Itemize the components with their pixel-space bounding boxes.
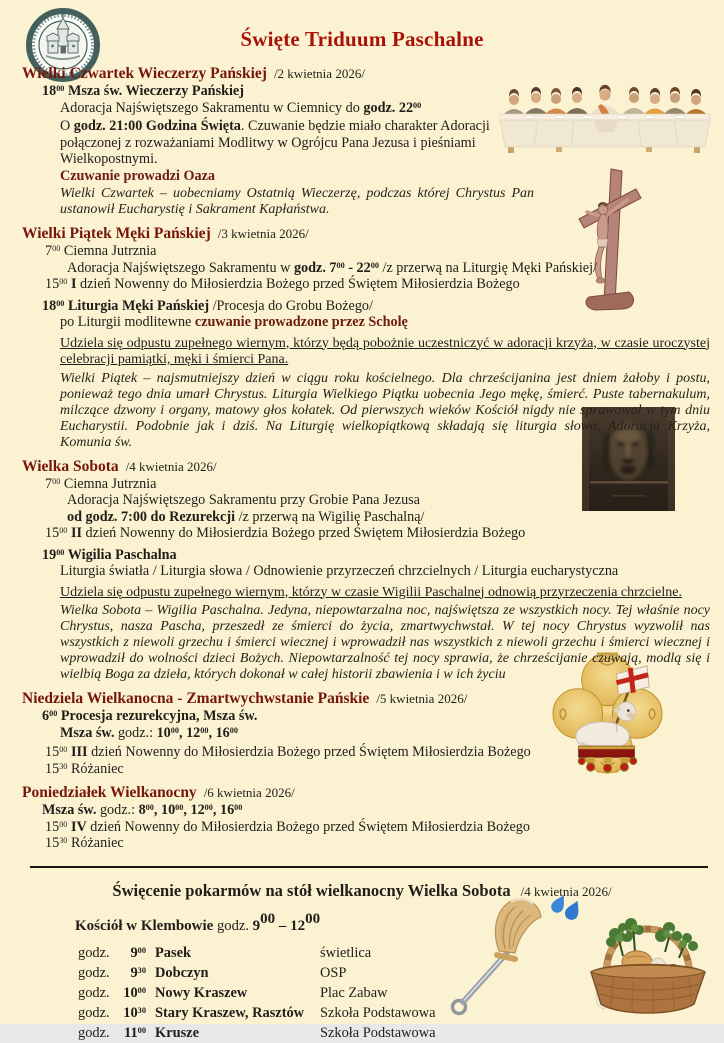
hour: 10 bbox=[123, 1004, 138, 1021]
text-segment: Msza św. Wieczerzy Pańskiej bbox=[64, 83, 244, 99]
text-segment: Adoracja Najświętszego Sakramentu w bbox=[67, 259, 294, 276]
text-segment: 00 bbox=[52, 476, 61, 486]
text-segment: 9 bbox=[252, 917, 261, 934]
text-segment: 00 bbox=[234, 803, 243, 813]
text-segment: , 12 bbox=[183, 802, 205, 818]
text-segment: 10 bbox=[156, 724, 171, 741]
time-prefix: godz. bbox=[78, 984, 110, 1001]
schedule-line bbox=[0, 260, 724, 277]
text-segment: 19 bbox=[42, 546, 57, 563]
text-segment: Msza św. bbox=[60, 724, 115, 741]
text-segment: Adoracja Najświętszego Sakramentu przy Grobie Pana Jezusa bbox=[67, 492, 420, 508]
schedule-line bbox=[0, 276, 724, 293]
blessing-row-left bbox=[78, 1003, 320, 1023]
paragraph bbox=[60, 371, 710, 451]
paragraph bbox=[60, 603, 710, 683]
blessing-row-left bbox=[78, 943, 320, 963]
schedule-line bbox=[0, 243, 724, 260]
blessing-time bbox=[116, 983, 146, 1003]
schedule-line bbox=[0, 725, 724, 742]
time-prefix: godz. bbox=[78, 1024, 110, 1041]
text-segment: Msza św. bbox=[42, 802, 97, 818]
text-segment: 00 bbox=[204, 803, 213, 813]
text-segment: 18 bbox=[42, 83, 57, 99]
text-segment: godz. bbox=[213, 917, 253, 934]
text-segment: Udziela się odpustu zupełnego wiernym, którzy będą pobożnie uczestniczyć w adoracji krzyża, w czasie uroczystej celebracji pamiątki, męki i śmierci Pana. bbox=[60, 335, 710, 367]
schedule-line bbox=[0, 118, 530, 168]
schedule-line bbox=[0, 547, 724, 564]
text-segment: Różaniec bbox=[67, 835, 124, 851]
time-prefix: godz. bbox=[78, 964, 110, 981]
text-segment: czuwanie prowadzone przez Scholę bbox=[194, 314, 408, 330]
text-segment: 15 bbox=[45, 525, 60, 541]
blessing-row bbox=[78, 963, 724, 983]
blessing-row bbox=[78, 943, 724, 963]
paragraph bbox=[60, 186, 534, 218]
text-segment: 7 bbox=[45, 243, 53, 259]
blessing-time bbox=[116, 1023, 146, 1043]
schedule-line bbox=[0, 298, 724, 315]
hour: 11 bbox=[124, 1024, 138, 1041]
text-segment: godz.: bbox=[96, 802, 139, 818]
venue-name: Szkoła Podstawowa bbox=[320, 1004, 436, 1021]
schedule-line bbox=[0, 314, 724, 331]
section-heading bbox=[0, 784, 724, 802]
section-date: /6 kwietnia 2026/ bbox=[203, 785, 295, 800]
text-segment: godz.: bbox=[114, 724, 157, 741]
venue-name: świetlica bbox=[320, 944, 372, 961]
text-segment: 00 bbox=[175, 803, 184, 813]
text-segment: 00 bbox=[170, 725, 179, 735]
section-heading bbox=[0, 65, 724, 83]
text-segment: 00 bbox=[200, 725, 209, 735]
paragraph bbox=[60, 585, 710, 602]
text-segment: Czuwanie prowadzi Oaza bbox=[60, 167, 216, 184]
text-segment: 15 bbox=[45, 818, 60, 835]
text-segment: godz. 7 bbox=[293, 259, 337, 276]
text-segment: I bbox=[70, 276, 77, 292]
text-segment: 00 bbox=[59, 277, 68, 287]
text-segment: 7 bbox=[45, 475, 53, 492]
text-segment: Wigilia Paschalna bbox=[64, 546, 177, 563]
section-date: /4 kwietnia 2026/ bbox=[125, 458, 217, 474]
text-segment: Wielka Sobota – Wigilia Paschalna. Jedyna, niepowtarzalna noc, najświętsza ze wszystkich nocy. Tej właśnie nocy Chrystus, nasza Pascha, przeszedł ze śmierci do życia, zmartwychwstał. W tej nocy Chrystus wyzwolił nas wszystkich z niewoli grzechu i śmierci wiecznej i wprowadził nas wszystkich z niewoli grzechu i śmierci wiecznej i wprowadził do wolności dzieci Bożych. Niepowtarzalność tej nocy sprawia, że chrześcijanie czuwają, modlą się i wielbią Boga za dzieła, których dokonał w całej historii zbawienia i w ich życiu bbox=[60, 603, 710, 682]
hour: 9 bbox=[130, 964, 138, 981]
text-segment: 00 bbox=[413, 100, 422, 110]
village-name: Stary Kraszew, Rasztów bbox=[155, 1004, 305, 1021]
section-title: Poniedziałek Wielkanocny bbox=[22, 784, 197, 801]
text-segment: Adoracja Najświętszego Sakramentu w Ciemnicy do bbox=[60, 99, 364, 116]
schedule-line bbox=[0, 168, 724, 185]
text-segment: po Liturgii modlitewne bbox=[60, 314, 195, 330]
minutes: 00 bbox=[137, 985, 146, 995]
blessing-row bbox=[78, 1003, 724, 1023]
text-segment: Ciemna Jutrznia bbox=[60, 243, 157, 259]
text-segment: 00 bbox=[56, 298, 65, 308]
blessing-section bbox=[0, 880, 724, 1043]
minutes: 00 bbox=[137, 945, 146, 955]
blessing-time bbox=[116, 963, 146, 983]
schedule-line bbox=[0, 525, 724, 542]
text-segment: 8 bbox=[138, 802, 146, 818]
text-segment: . Czuwanie będzie miało charakter Adoracji połączonej z rozważaniami Modlitwy w Ogrójcu Pana Jezusa i pieśniami Wielkopostnymi. bbox=[60, 118, 490, 167]
blessing-row-left bbox=[78, 963, 320, 983]
text-segment: 15 bbox=[45, 744, 60, 760]
sections bbox=[0, 65, 724, 852]
section-date: /3 kwietnia 2026/ bbox=[217, 226, 309, 241]
venue-name: Szkoła Podstawowa bbox=[320, 1024, 436, 1041]
text-segment: 6 bbox=[42, 708, 50, 724]
blessing-rows bbox=[78, 943, 724, 1043]
blessing-row-left bbox=[78, 983, 320, 1003]
schedule-line bbox=[0, 761, 724, 778]
text-segment: dzień Nowenny do Miłosierdzia Bożego przed Świętem Miłosierdzia Bożego bbox=[87, 744, 531, 760]
village-name: Dobczyn bbox=[155, 964, 209, 981]
text-segment: Wielki Piątek – najsmutniejszy dzień w ciągu roku kościelnego. Dla chrześcijanina jest dniem żałoby i postu, ponieważ tego dnia umarł Chrystus. Liturgia Wielkiego Piątku uobecnia Jego mękę, śmierć. Puste tabernakulum, milczące dzwony i organy, matowy głos kołatek. Od pierwszych wieków Kościół nigdy nie sprawował w tym dniu Eucharystii. Podobnie jak i dziś. Na Liturgię wielkopiątkową składają się liturgia słowa, Adoracja Krzyża, Komunia św. bbox=[60, 370, 710, 450]
text-segment: 00 bbox=[52, 244, 61, 254]
section-heading bbox=[0, 225, 724, 243]
schedule-line bbox=[0, 819, 724, 836]
text-segment: 00 bbox=[145, 803, 154, 813]
minutes: 30 bbox=[137, 1005, 146, 1015]
minutes: 30 bbox=[137, 965, 146, 975]
minutes: 00 bbox=[137, 1025, 146, 1035]
text-segment: Wielki Czwartek – uobecniamy Ostatnią Wieczerzę, podczas której Chrystus Pan ustanowił Eucharystię i Sakrament Kapłaństwa. bbox=[60, 186, 534, 217]
text-segment: , 12 bbox=[178, 724, 201, 741]
text-segment: Liturgia światła / Liturgia słowa / Odnowienie przyrzeczeń chrzcielnych / Liturgia eucharystyczna bbox=[60, 563, 619, 579]
separator-line bbox=[30, 866, 708, 868]
section-wielki-czwartek bbox=[0, 65, 724, 218]
blessing-time bbox=[116, 1003, 146, 1023]
hour: 10 bbox=[123, 984, 138, 1001]
section-title: Wielki Piątek Męki Pańskiej bbox=[22, 225, 211, 242]
text-segment: od godz. 7:00 do Rezurekcji bbox=[67, 508, 236, 525]
text-segment: 30 bbox=[59, 761, 68, 771]
text-segment: 15 bbox=[45, 276, 60, 292]
paragraph bbox=[60, 336, 710, 369]
text-segment: Ciemna Jutrznia bbox=[60, 475, 157, 492]
text-segment: 15 bbox=[45, 835, 60, 851]
text-segment: , 16 bbox=[212, 802, 235, 818]
section-date: /2 kwietnia 2026/ bbox=[273, 66, 365, 81]
section-wielki-piatek bbox=[0, 225, 724, 451]
section-title: Wielka Sobota bbox=[22, 457, 119, 475]
text-segment: godz. 21:00 Godzina Święta bbox=[73, 118, 241, 134]
text-segment: /z przerwą na Wigilię Paschalną/ bbox=[235, 508, 425, 525]
text-segment: 00 bbox=[305, 910, 321, 927]
section-poniedzialek-wielkanocny bbox=[0, 784, 724, 852]
venue-name: OSP bbox=[320, 964, 347, 981]
venue-name: Plac Zabaw bbox=[320, 984, 388, 1001]
text-segment: 00 bbox=[59, 745, 68, 755]
text-segment: Różaniec bbox=[67, 760, 124, 777]
section-heading bbox=[0, 458, 724, 476]
village-name: Pasek bbox=[155, 944, 191, 961]
time-prefix: godz. bbox=[78, 1004, 110, 1021]
text-segment: 00 bbox=[56, 84, 65, 94]
blessing-church-line bbox=[75, 910, 724, 935]
text-segment: Udziela się odpustu zupełnego wiernym, którzy w czasie Wigilii Paschalnej odnowią przyrzeczenia chrzcielne. bbox=[60, 584, 682, 600]
schedule-line bbox=[0, 835, 724, 852]
text-segment: Procesja rezurekcyjna, Msza św. bbox=[57, 708, 258, 724]
text-segment: III bbox=[70, 744, 88, 760]
text-segment: , 16 bbox=[208, 724, 230, 741]
section-wielka-sobota bbox=[0, 458, 724, 684]
section-niedziela-wielkanocna bbox=[0, 690, 724, 777]
text-segment: dzień Nowenny do Miłosierdzia Bożego przed Świętem Miłosierdzia Bożego bbox=[86, 818, 530, 835]
time-prefix: godz. bbox=[78, 944, 110, 961]
text-segment: 00 bbox=[56, 547, 65, 557]
schedule-line bbox=[0, 563, 724, 580]
schedule-line bbox=[0, 492, 724, 509]
text-segment: 15 bbox=[45, 760, 60, 777]
text-segment: godz. 22 bbox=[363, 99, 414, 116]
text-segment: 00 bbox=[336, 260, 345, 270]
text-segment: - 22 bbox=[344, 259, 371, 276]
text-segment: 00 bbox=[59, 819, 68, 829]
text-segment: , 10 bbox=[153, 802, 176, 818]
blessing-title: Święcenie pokarmów na stół wielkanocny Wielka Sobota bbox=[112, 880, 511, 900]
text-segment: dzień Nowenny do Miłosierdzia Bożego przed Świętem Miłosierdzia Bożego bbox=[82, 525, 526, 541]
blessing-time bbox=[116, 943, 146, 963]
schedule-line bbox=[0, 83, 724, 100]
text-segment: 00 bbox=[260, 910, 276, 927]
text-segment: – 12 bbox=[275, 917, 306, 934]
text-segment: /Procesja do Grobu Bożego/ bbox=[209, 297, 373, 314]
village-name: Nowy Kraszew bbox=[155, 984, 248, 1001]
text-segment: II bbox=[70, 525, 82, 541]
text-segment: Liturgia Męki Pańskiej bbox=[64, 297, 210, 314]
text-segment: 18 bbox=[42, 297, 57, 314]
schedule-line bbox=[0, 802, 724, 819]
blessing-date: /4 kwietnia 2026/ bbox=[520, 883, 612, 899]
blessing-row bbox=[78, 983, 724, 1003]
village-name: Krusze bbox=[155, 1024, 199, 1041]
text-segment: 00 bbox=[370, 260, 379, 270]
hour: 9 bbox=[130, 944, 138, 961]
blessing-row-left bbox=[78, 1023, 320, 1043]
text-segment: O bbox=[60, 118, 74, 134]
text-segment: Kościół w Klembowie bbox=[75, 917, 214, 934]
schedule-line bbox=[0, 708, 724, 725]
text-segment: 00 bbox=[59, 526, 68, 536]
text-segment: 00 bbox=[229, 725, 238, 735]
schedule-line bbox=[0, 509, 724, 526]
blessing-row bbox=[78, 1023, 724, 1043]
section-title: Wielki Czwartek Wieczerzy Pańskiej bbox=[22, 65, 267, 82]
section-date: /5 kwietnia 2026/ bbox=[376, 691, 468, 706]
page-title: Święte Triduum Paschalne bbox=[240, 27, 484, 51]
blessing-title-line bbox=[0, 880, 724, 903]
text-segment: dzień Nowenny do Miłosierdzia Bożego przed Świętem Miłosierdzia Bożego bbox=[76, 276, 520, 292]
schedule-line bbox=[0, 100, 724, 117]
section-title: Niedziela Wielkanocna - Zmartwychwstanie Pańskie bbox=[22, 690, 370, 707]
text-segment: 00 bbox=[49, 709, 58, 719]
text-segment: 30 bbox=[59, 836, 68, 846]
section-heading bbox=[0, 690, 724, 708]
text-segment: IV bbox=[70, 818, 87, 835]
schedule-line bbox=[0, 744, 724, 761]
schedule-line bbox=[0, 476, 724, 493]
text-segment: /z przerwą na Liturgię Męki Pańskiej/ bbox=[378, 259, 597, 276]
